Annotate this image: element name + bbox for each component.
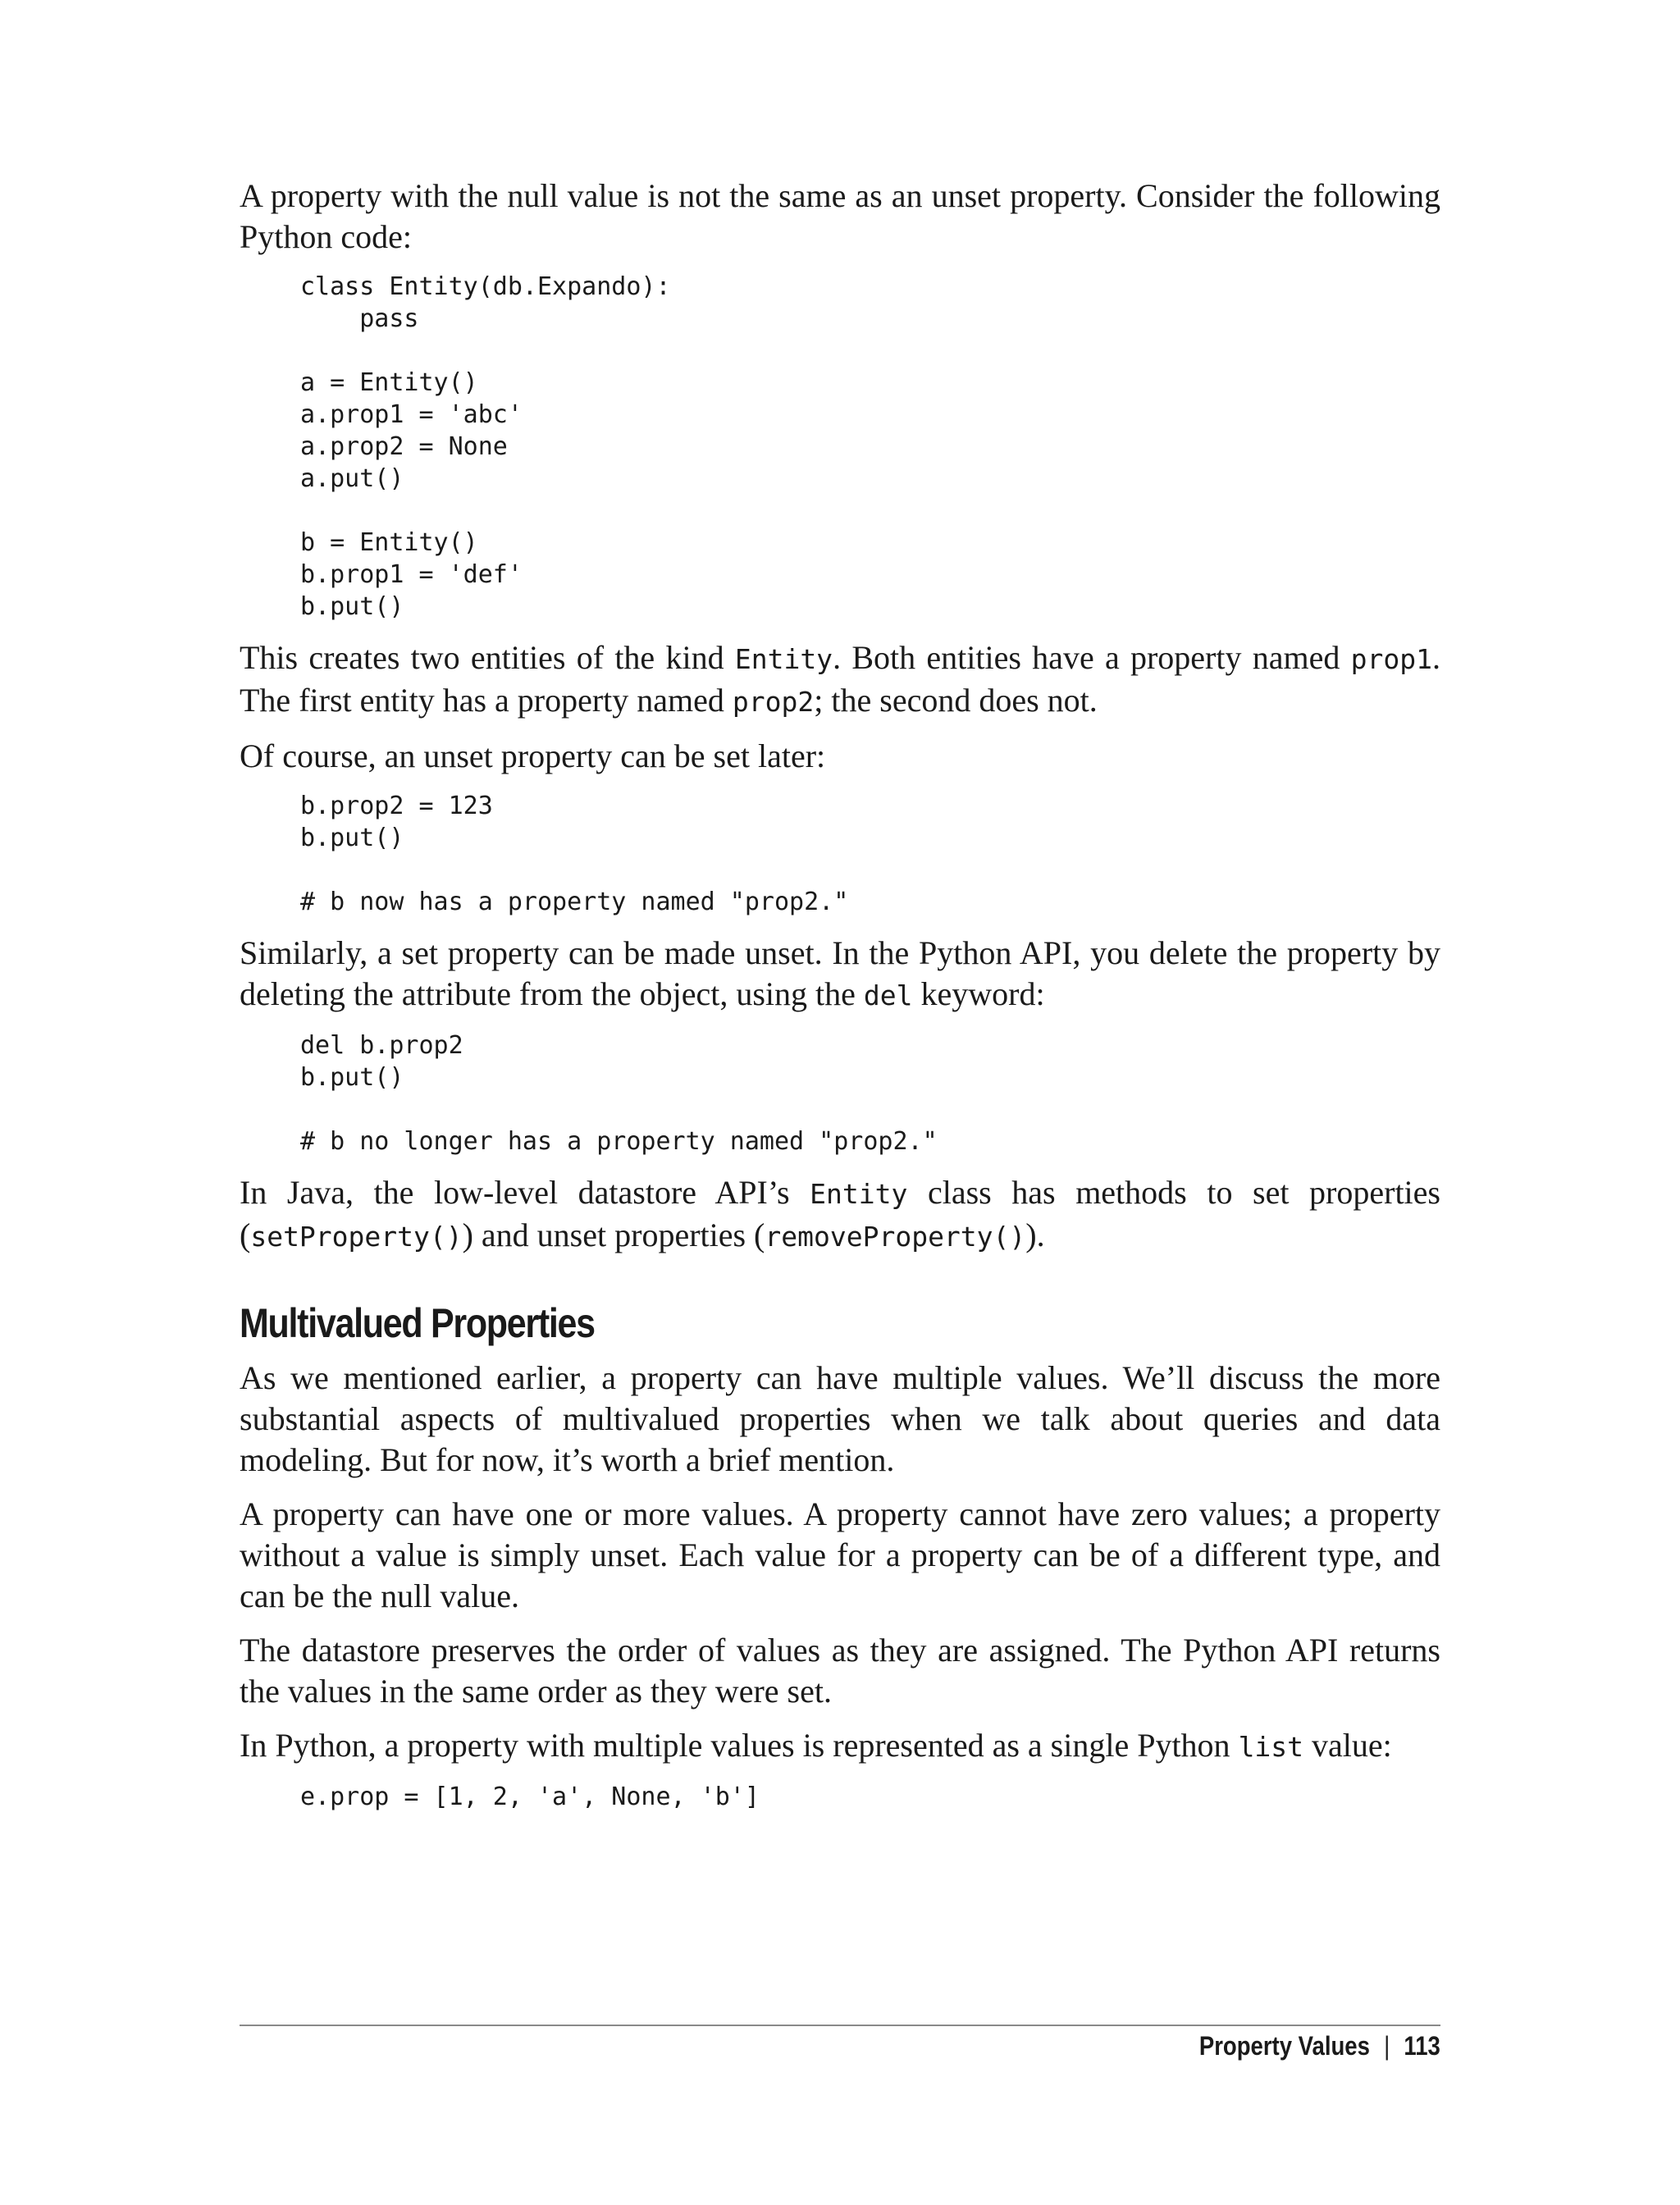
code-block-set-prop2: b.prop2 = 123 b.put() # b now has a property named "prop2." bbox=[300, 792, 849, 916]
inline-code-prop2: prop2 bbox=[732, 686, 815, 718]
page-content bbox=[240, 176, 1440, 1828]
paragraph-java-api bbox=[240, 1172, 1440, 1258]
paragraph-one-or-more-values: A property can have one or more values. A property cannot have zero values; a property without a value is simply unset. Each value for a property can be of a different type, and can be the null value. bbox=[240, 1495, 1440, 1614]
paragraph-value-order: The datastore preserves the order of values as they are assigned. The Python API returns the values in the same order as they were set. bbox=[240, 1632, 1440, 1710]
text-run: Similarly, a set property can be made unset. In the Python API, you delete the property by deleting the attribute from the object, using the bbox=[240, 934, 1440, 1012]
inline-code-removeproperty: removeProperty() bbox=[765, 1221, 1026, 1253]
text-run: This creates two entities of the kind bbox=[240, 639, 735, 676]
paragraph-null-vs-unset: A property with the null value is not the same as an unset property. Consider the following Python code: bbox=[240, 177, 1440, 255]
text-run: value: bbox=[1303, 1727, 1392, 1764]
paragraph-two-entities bbox=[240, 637, 1440, 723]
text-run: In Java, the low-level datastore API’s bbox=[240, 1174, 810, 1211]
code-block-entity-example: class Entity(db.Expando): pass a = Entity() a.prop1 = 'abc' a.prop2 = None a.put() b = Entity() b.prop1 = 'def' b.put() bbox=[300, 272, 671, 621]
code-block-list-value: e.prop = [1, 2, 'a', None, 'b'] bbox=[300, 1783, 760, 1811]
page-number: 113 bbox=[1404, 2031, 1440, 2061]
text-run: . The first entity has a property named bbox=[240, 639, 1440, 719]
inline-code-list: list bbox=[1238, 1731, 1304, 1763]
text-run: ) and unset properties ( bbox=[462, 1217, 765, 1253]
inline-code-prop1: prop1 bbox=[1350, 643, 1432, 675]
section-heading: Multivalued Properties bbox=[240, 1300, 595, 1346]
text-run: class has methods to set properties ( bbox=[240, 1174, 1440, 1253]
inline-code-entity: Entity bbox=[810, 1178, 908, 1210]
text-run: ). bbox=[1025, 1217, 1045, 1253]
paragraph-delete-property bbox=[240, 933, 1440, 1016]
paragraph-python-list bbox=[240, 1725, 1440, 1768]
text-run: ; the second does not. bbox=[814, 682, 1098, 719]
inline-code-entity: Entity bbox=[734, 643, 833, 675]
text-run: . Both entities have a property named bbox=[833, 639, 1351, 676]
text-run: keyword: bbox=[912, 975, 1045, 1012]
code-block-del-prop2: del b.prop2 b.put() # b no longer has a property named "prop2." bbox=[300, 1031, 938, 1156]
footer-rule bbox=[240, 2025, 1440, 2026]
paragraph-multivalued-intro: As we mentioned earlier, a property can have multiple values. We’ll discuss the more substantial aspects of multivalued properties when we talk about queries and data modeling. But for now, it’s worth a brief mention. bbox=[240, 1359, 1440, 1478]
page-footer bbox=[1199, 2031, 1440, 2061]
inline-code-setproperty: setProperty() bbox=[250, 1221, 463, 1253]
text-run: In Python, a property with multiple values is represented as a single Python bbox=[240, 1727, 1239, 1764]
inline-code-del: del bbox=[863, 979, 913, 1011]
footer-section-title: Property Values bbox=[1199, 2031, 1371, 2061]
paragraph-set-later: Of course, an unset property can be set later: bbox=[240, 737, 826, 774]
footer-separator: | bbox=[1384, 2031, 1390, 2061]
